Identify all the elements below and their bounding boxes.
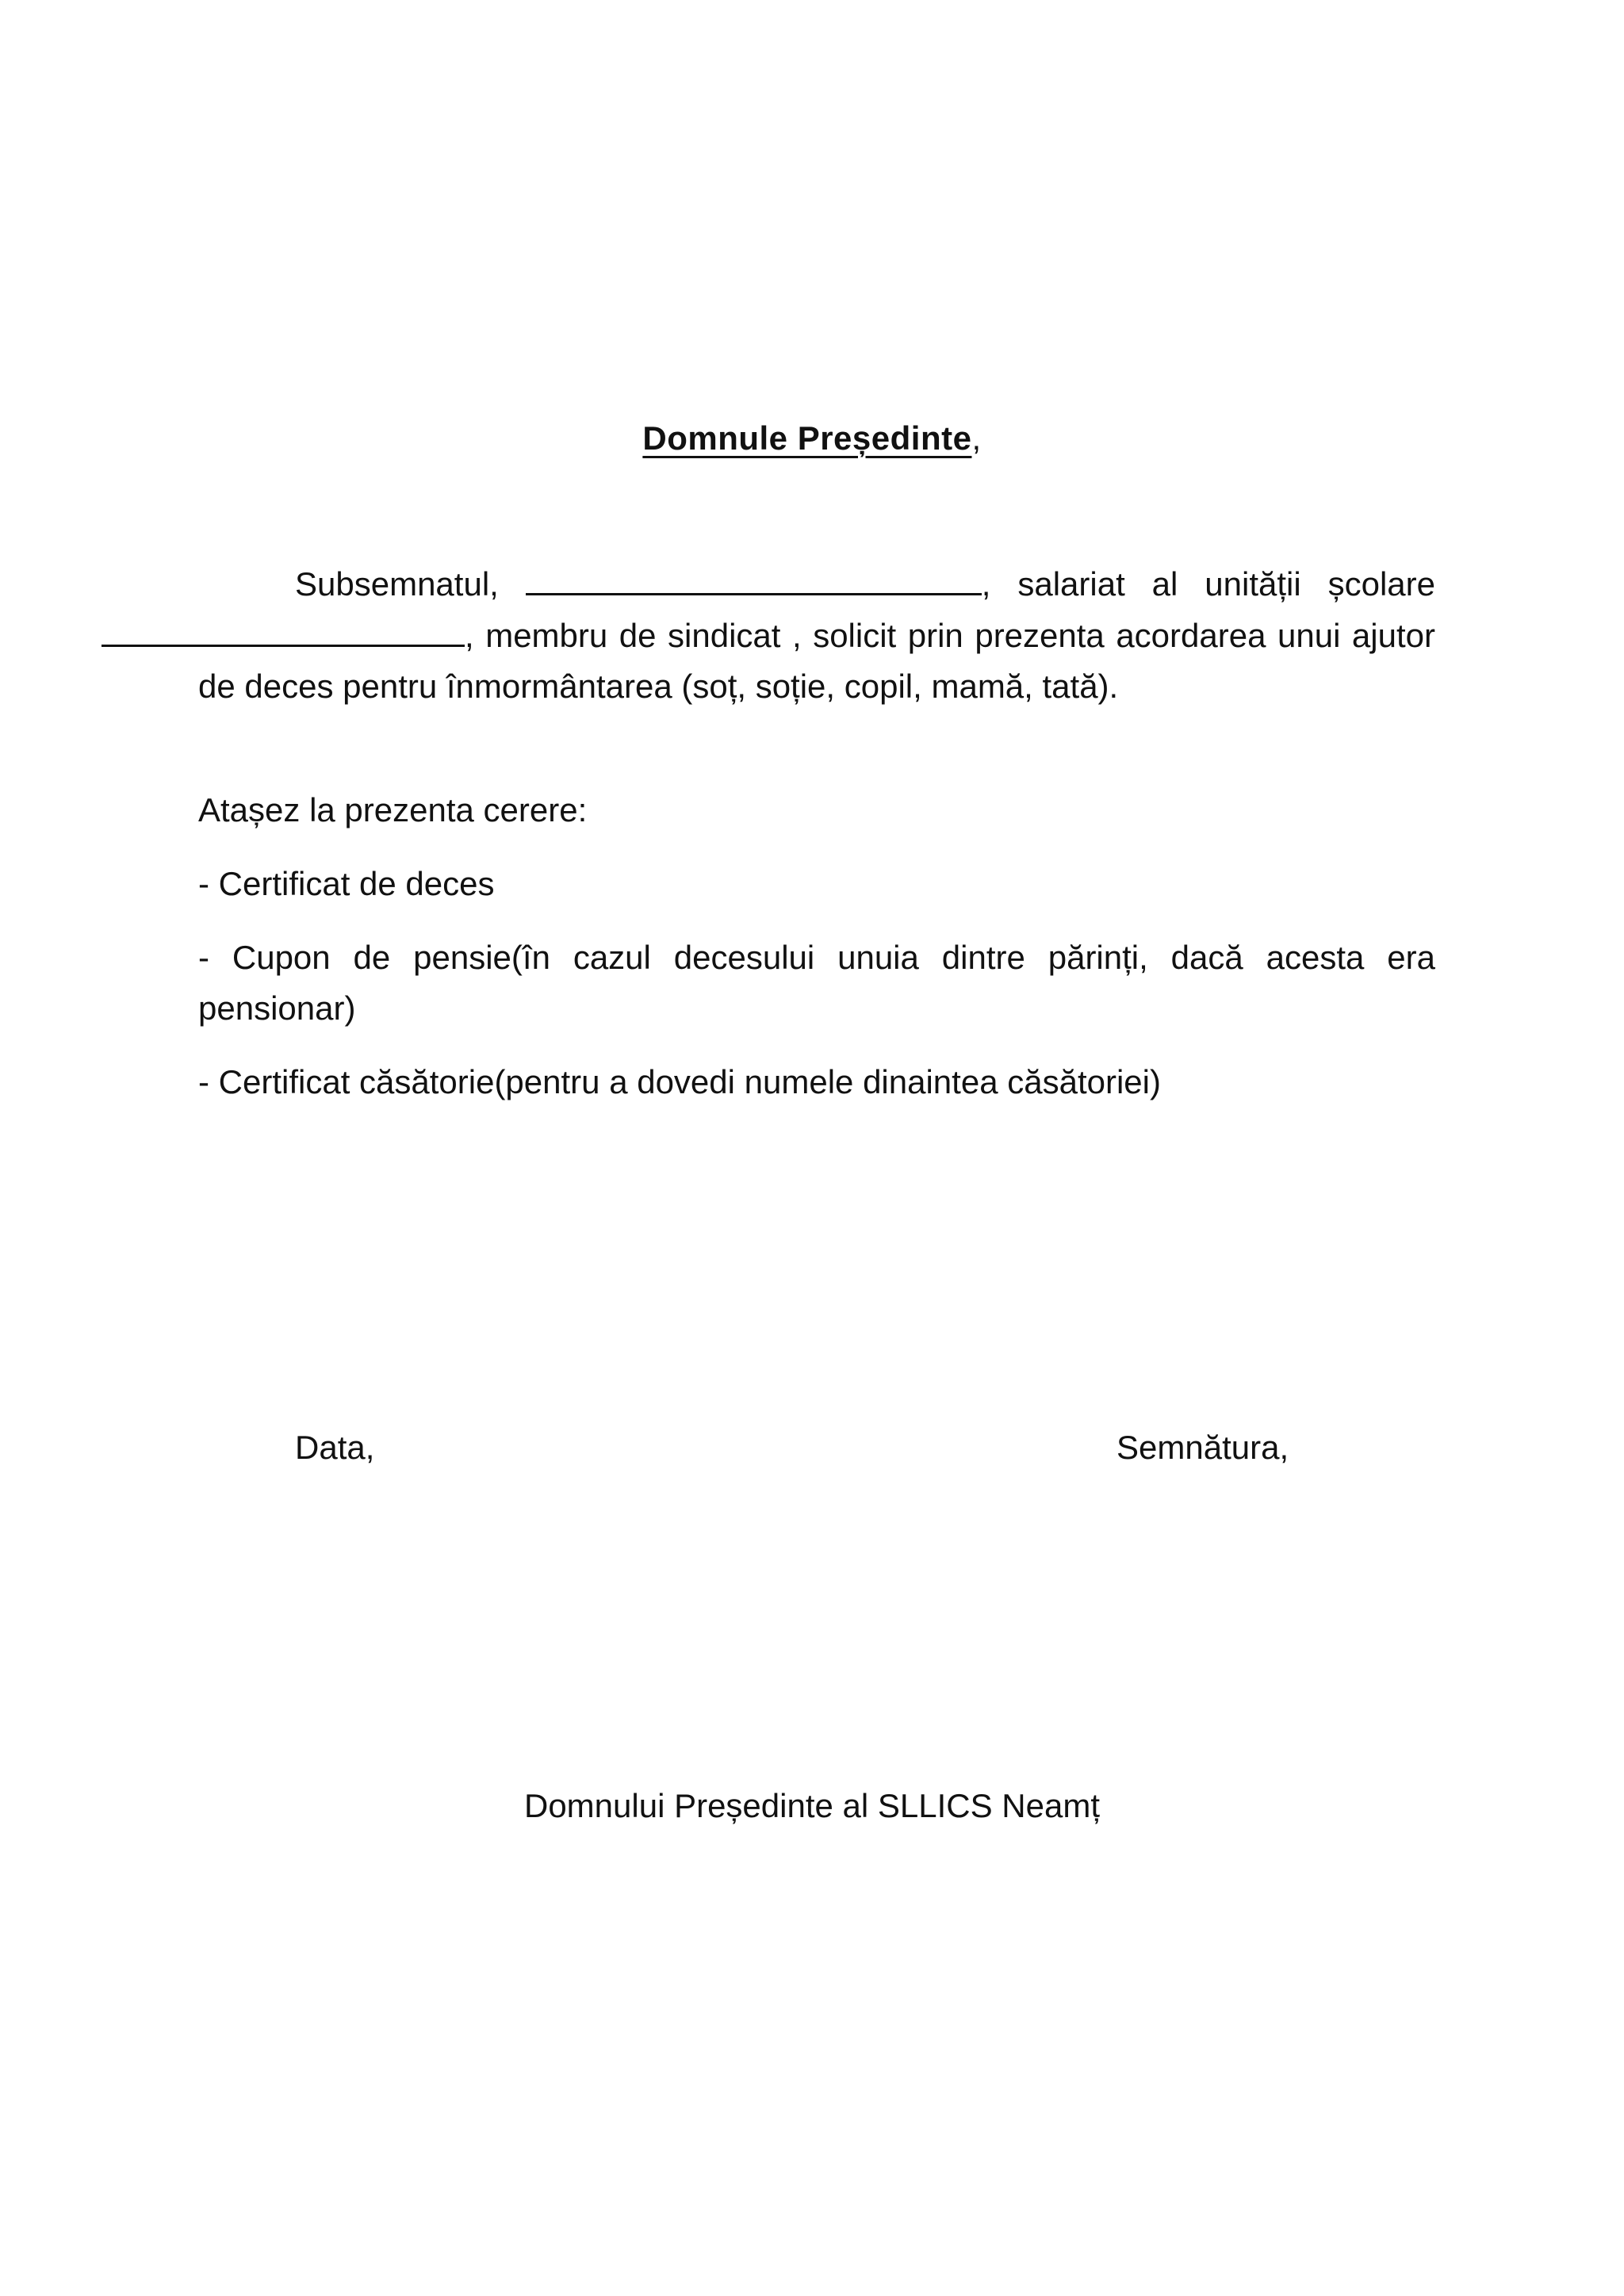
attachment-item-death-certificate: - Certificat de deces [198,865,495,902]
request-paragraph [198,558,1435,712]
page-title [0,416,1624,461]
signature-label: Semnătura, [1116,1429,1289,1466]
date-label: Data, [295,1429,375,1466]
addressee-line: Domnului Președinte al SLLICS Neamț [523,1787,1101,1824]
unit-blank-field[interactable] [102,610,465,647]
employer-text: , salariat al unității școlare [981,565,1436,603]
title-comma: , [971,419,982,457]
title-text: Domnule Președinte [642,419,972,457]
name-blank-field[interactable] [526,558,982,595]
attachment-item-marriage-certificate: - Certificat căsătorie(pentru a dovedi numele dinaintea căsătoriei) [198,1063,1161,1100]
intro-text: Subsemnatul, [295,565,499,603]
attachment-item-pension-coupon: - Cupon de pensie(în cazul decesului unuia dintre părinți, dacă acesta era pensionar) [198,939,1435,1027]
request-text: , membru de sindicat , solicit prin prezenta acordarea unui ajutor de deces pentru înmormântarea (soț, soție, copil, mamă, tată). [198,617,1435,705]
attachments-heading: Atașez la prezenta cerere: [198,791,588,828]
